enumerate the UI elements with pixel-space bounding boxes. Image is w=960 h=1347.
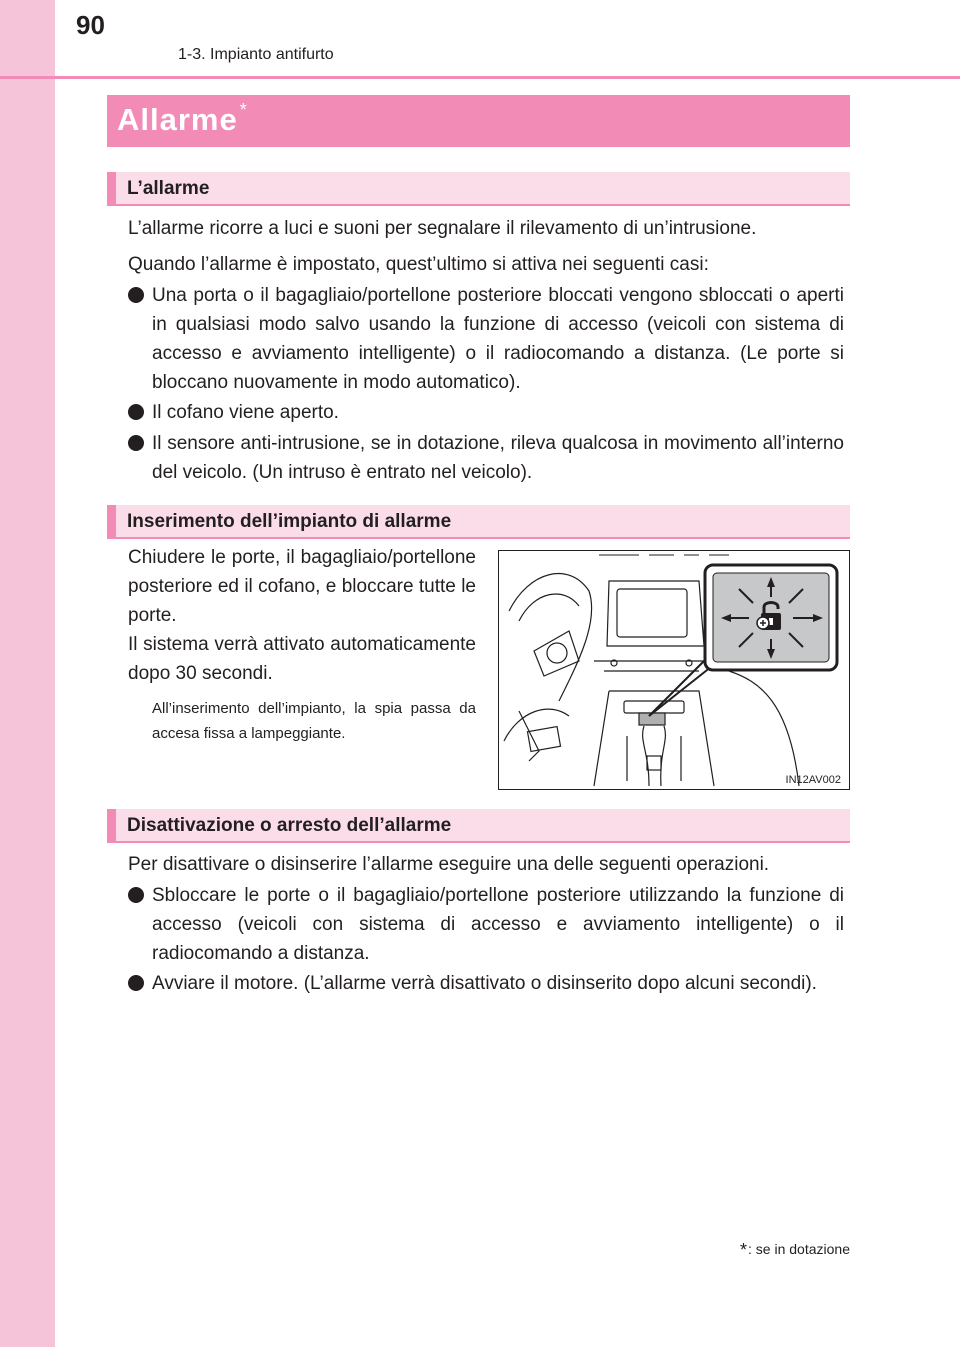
section-heading: Inserimento dell’impianto di allarme [127, 511, 452, 532]
figure-code: IN12AV002 [785, 774, 841, 786]
section-label: 1-3. Impianto antifurto [178, 46, 334, 63]
footnote-mark: * [740, 1240, 748, 1260]
header-rule [0, 76, 960, 79]
list-item-text: Sbloccare le porte o il bagagliaio/portellone posteriore utilizzando la funzione di accesso (veicoli con sistema di accesso e avviamento intelligente) o il radiocomando a distanza. [152, 885, 844, 964]
list-item [128, 429, 844, 487]
optional-equipment-mark: * [239, 100, 248, 120]
main-title-banner [107, 95, 850, 147]
list-item [128, 281, 844, 397]
main-title [117, 102, 248, 138]
main-title-text: Allarme [117, 102, 238, 137]
dashboard-drawing [499, 551, 850, 790]
bullet-dot-icon [128, 975, 144, 991]
footnote [740, 1238, 850, 1259]
list-item-text: Il sensore anti-intrusione, se in dotazione, rileva qualcosa in movimento all’interno del veicolo. (Un intruso è entrato nel veicolo). [152, 433, 844, 483]
section-header-disattivazione [107, 809, 850, 843]
page-number: 90 [76, 10, 105, 40]
bullet-dot-icon [128, 887, 144, 903]
dashboard-illustration [498, 550, 850, 790]
bullet-dot-icon [128, 404, 144, 420]
list-item [128, 881, 844, 968]
bullet-dot-icon [128, 287, 144, 303]
paragraph-intro: L’allarme ricorre a luci e suoni per segnalare il rilevamento di un’intrusione. [128, 218, 757, 239]
section-header-allarme [107, 172, 850, 206]
list-item [128, 398, 844, 427]
paragraph-close-doors: Chiudere le porte, il bagagliaio/portellone posteriore ed il cofano, e bloccare tutte le porte. [128, 547, 476, 626]
list-item-text: Una porta o il bagagliaio/portellone posteriore bloccati vengono sbloccati o aperti in qualsiasi modo salvo usando la funzione di accesso (veicoli con sistema di accesso e avviamento intelligente) o il radiocomando a distanza. (Le porte si bloccano nuovamente in modo automatico). [152, 285, 844, 393]
footnote-text: : se in dotazione [748, 1241, 850, 1257]
list-item [128, 969, 844, 998]
side-strip [0, 0, 55, 1347]
bullet-dot-icon [128, 435, 144, 451]
paragraph-lead: Quando l’allarme è impostato, quest’ultimo si attiva nei seguenti casi: [128, 254, 709, 275]
section-heading: Disattivazione o arresto dell’allarme [127, 815, 452, 836]
paragraph-deactivation-intro: Per disattivare o disinserire l’allarme eseguire una delle seguenti operazioni. [128, 854, 770, 875]
section-header-inserimento [107, 505, 850, 539]
indicator-note: All’inserimento dell’impianto, la spia passa da accesa fissa a lampeggiante. [152, 700, 476, 742]
list-item-text: Il cofano viene aperto. [152, 402, 339, 423]
paragraph-auto-activation: Il sistema verrà attivato automaticamente dopo 30 secondi. [128, 634, 476, 684]
list-item-text: Avviare il motore. (L’allarme verrà disattivato o disinserito dopo alcuni secondi). [152, 973, 817, 994]
section-heading: L’allarme [127, 178, 210, 199]
